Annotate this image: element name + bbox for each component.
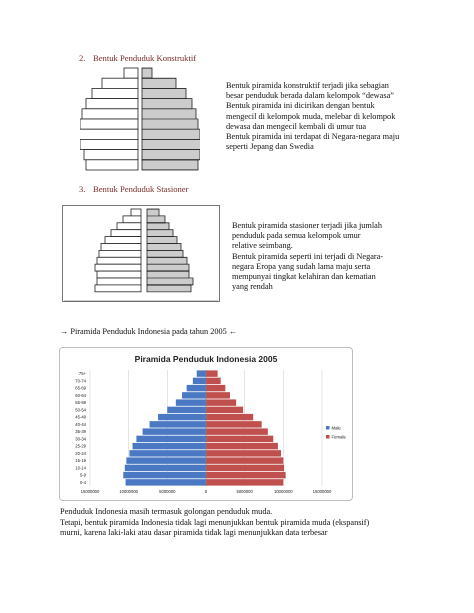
section-3-line: yang rendah: [232, 282, 273, 292]
pyramid-right-bar: [147, 257, 187, 264]
pyramid-left-bar: [84, 150, 138, 160]
female-bar: [206, 472, 286, 478]
legend-swatch: [326, 426, 330, 430]
pyramid-right-bar: [142, 160, 198, 170]
male-bar: [143, 428, 206, 434]
pyramid-right-bar: [142, 129, 200, 139]
pyramid-right-bar: [142, 109, 196, 119]
age-group-label: 0-4: [79, 479, 86, 485]
pyramid-right-bar: [147, 216, 165, 223]
age-group-label: 60-64: [75, 392, 86, 398]
pyramid-right-bar: [147, 237, 177, 244]
pyramid-right-bar: [147, 271, 189, 278]
legend-swatch: [326, 435, 330, 439]
section-3-description: [232, 221, 383, 292]
age-group-label: 15-19: [75, 458, 86, 464]
section-2-heading: [79, 53, 196, 63]
pyramid-left-bar: [80, 139, 138, 149]
pyramid-right-bar: [147, 264, 189, 271]
section-2-line: seperti Jepang dan Swedia: [226, 142, 314, 152]
section-2-title: Bentuk Penduduk Konstruktif: [93, 53, 197, 63]
conclusion-line: Tetapi, bentuk piramida Indonesia tidak lagi menunjukkan bentuk piramida muda (ekspansif): [60, 517, 370, 527]
pyramid-left-bar: [99, 250, 141, 257]
pyramid-left-bar: [80, 119, 138, 129]
pyramid-right-bar: [147, 285, 191, 292]
female-bar: [206, 399, 236, 405]
female-bar: [206, 370, 218, 376]
legend-label: Female: [331, 434, 346, 440]
pyramid-left-bar: [124, 68, 138, 78]
male-bar: [133, 443, 206, 449]
pyramid-right-bar: [142, 99, 192, 109]
pyramid-left-bar: [111, 230, 141, 237]
section-2-line: Bentuk piramida ini dicirikan dengan bentuk: [226, 101, 375, 111]
female-bar: [206, 414, 253, 420]
pyramid-left-bar: [92, 88, 138, 98]
pyramid-left-bar: [131, 209, 141, 216]
section-3-line: Bentuk piramida seperti ini terjadi di Negara-: [232, 251, 384, 261]
female-bar: [206, 479, 283, 485]
female-bar: [206, 443, 278, 449]
age-group-label: 40-44: [75, 421, 86, 427]
male-bar: [182, 392, 206, 398]
section-2-line: Bentuk piramida konstruktif terjadi jika sebagian: [226, 81, 389, 90]
age-group-label: 30-34: [75, 436, 86, 442]
section-2-line: mengecil di kelompok muda, melebar di kelompok: [226, 111, 396, 121]
section-2-description: [226, 81, 399, 152]
male-bar: [123, 472, 206, 478]
conclusion-text: [60, 507, 369, 539]
pyramid-left-bar: [101, 244, 141, 251]
section-3-line: Bentuk piramida stasioner terjadi jika jumlah: [232, 221, 382, 230]
section-3-line: mempunyai tingkat kelahiran dan kematian: [232, 272, 376, 282]
section-3-heading: [79, 184, 188, 194]
legend-label: Male: [331, 425, 341, 431]
pyramid-right-bar: [147, 209, 159, 216]
age-group-label: 50-54: [75, 407, 86, 413]
age-group-label: 55-59: [75, 400, 86, 406]
pyramid-right-bar: [147, 278, 193, 285]
male-bar: [176, 399, 206, 405]
age-group-label: 10-14: [75, 465, 86, 471]
female-bar: [206, 457, 283, 463]
female-bar: [206, 450, 281, 456]
pyramid-right-bar: [147, 244, 181, 251]
female-bar: [206, 421, 262, 427]
female-bar: [206, 428, 268, 434]
pyramid-left-bar: [82, 109, 138, 119]
pyramid-right-bar: [142, 139, 200, 149]
male-bar: [126, 479, 206, 485]
section-3-title: Bentuk Penduduk Stasioner: [93, 184, 189, 194]
pyramid-right-bar: [147, 230, 173, 237]
chart-title: Piramida Penduduk Indonesia 2005: [134, 354, 278, 364]
male-bar: [125, 465, 206, 471]
male-bar: [193, 378, 206, 384]
age-group-label: 20-24: [75, 450, 86, 456]
male-bar: [136, 436, 206, 442]
x-tick-label: 15000000: [80, 489, 100, 494]
conclusion-line: Penduduk Indonesia masih termasuk golongan penduduk muda.: [60, 507, 273, 516]
female-bar: [206, 378, 221, 384]
pyramid-right-bar: [142, 88, 186, 98]
section-3-line: penduduk pada semua kelompok umur: [232, 231, 361, 241]
pyramid-left-bar: [86, 99, 138, 109]
male-bar: [158, 414, 206, 420]
age-group-label: 75+: [78, 371, 86, 377]
female-bar: [206, 436, 273, 442]
male-bar: [150, 421, 206, 427]
conclusion-line: murni, karena laki-laki atau dasar piramida tidak lagi menunjukkan data terbesar: [60, 528, 328, 538]
age-group-label: 35-39: [75, 429, 86, 435]
indonesia-pyramid-chart: [59, 347, 353, 501]
male-bar: [187, 385, 206, 391]
section-3-number: 3.: [79, 184, 86, 194]
pyramid-left-bar: [97, 257, 141, 264]
pyramid-left-bar: [95, 285, 141, 292]
pyramid-left-bar: [97, 278, 141, 285]
x-tick-label: 10000000: [274, 489, 293, 494]
x-tick-label: 5000000: [236, 489, 253, 494]
female-bar: [206, 465, 284, 471]
age-group-label: 45-49: [75, 414, 86, 420]
pyramid-left-bar: [97, 271, 141, 278]
x-tick-label: 5000000: [159, 489, 176, 494]
male-bar: [197, 370, 206, 376]
male-bar: [167, 407, 206, 413]
indonesia-pyramid-svg: [60, 348, 352, 500]
section-2-number: 2.: [79, 53, 86, 63]
pyramid-right-bar: [147, 223, 169, 230]
pyramid-left-bar: [80, 129, 138, 139]
section-3-line: relative seimbang.: [232, 241, 293, 251]
pyramid-right-bar: [142, 78, 176, 88]
indonesia-pyramid-caption: → Piramida Penduduk Indonesia pada tahun 2005 ←: [60, 327, 238, 336]
x-tick-label: 0: [204, 489, 208, 494]
pyramid-right-bar: [147, 250, 183, 257]
section-2-line: besar penduduk berada dalam kelompok “dewasa”: [226, 91, 394, 101]
x-tick-label: 15000000: [312, 489, 332, 494]
pyramid-left-bar: [105, 237, 141, 244]
pyramid-right-bar: [142, 68, 152, 78]
pyramid-right-bar: [142, 119, 198, 129]
pyramid-left-bar: [123, 216, 141, 223]
pyramid-right-bar: [142, 150, 200, 160]
age-group-label: 25-29: [75, 443, 86, 449]
x-tick-label: 10000000: [119, 489, 138, 494]
section-3-line: negara Eropa yang sudah lama maju serta: [232, 261, 371, 271]
age-group-label: 5-9: [79, 472, 86, 478]
female-bar: [206, 385, 225, 391]
male-bar: [129, 450, 206, 456]
pyramid-left-bar: [95, 264, 141, 271]
stasioner-pyramid-diagram: [62, 205, 220, 305]
female-bar: [206, 392, 230, 398]
male-bar: [126, 457, 206, 463]
konstruktif-pyramid-diagram: [80, 66, 200, 176]
pyramid-left-bar: [102, 78, 138, 88]
section-2-line: Bentuk piramida ini terdapat di Negara-negara maju: [226, 132, 400, 142]
female-bar: [206, 407, 243, 413]
pyramid-left-bar: [117, 223, 141, 230]
age-group-label: 65-69: [75, 385, 86, 391]
section-2-line: dewasa dan mengecil kembali di umur tua: [226, 121, 367, 131]
age-group-label: 70-74: [75, 378, 86, 384]
pyramid-left-bar: [86, 160, 138, 170]
